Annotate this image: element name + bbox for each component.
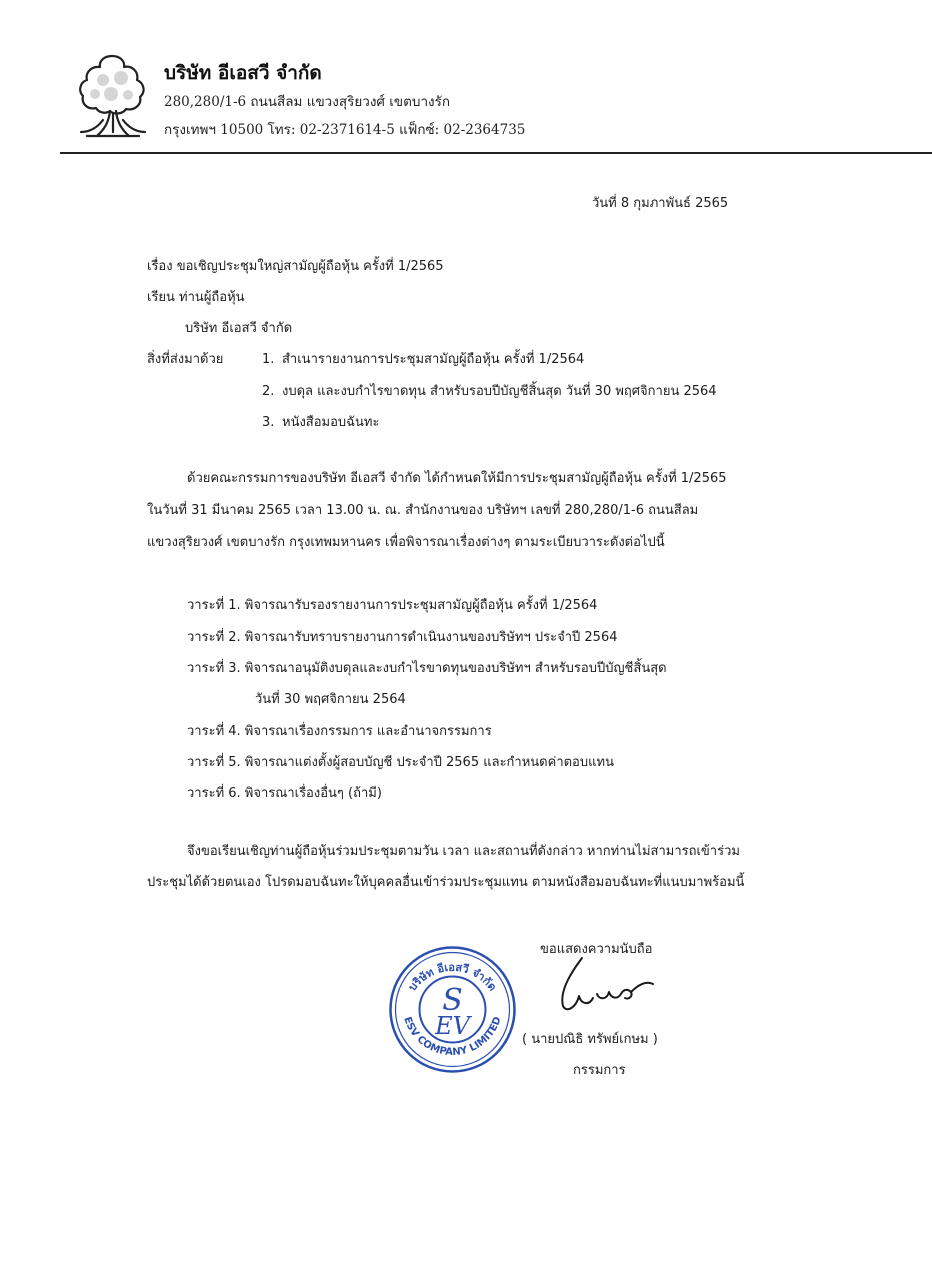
- enclosure-item: 1. สำเนารายงานการประชุมสามัญผู้ถือหุ้น ครั้งที่ 1/2564: [262, 352, 585, 367]
- subject-line: เรื่อง ขอเชิญประชุมใหญ่สามัญผู้ถือหุ้น ครั้งที่ 1/2565: [147, 259, 444, 274]
- signatory-title: กรรมการ: [573, 1063, 626, 1078]
- agenda-item: วาระที่ 5. พิจารณาแต่งตั้งผู้สอบบัญชี ประจำปี 2565 และกำหนดค่าตอบแทน: [187, 755, 614, 770]
- company-seal-icon: [385, 942, 520, 1077]
- intro-line: แขวงสุริยวงศ์ เขตบางรัก กรุงเทพมหานคร เพื่อพิจารณาเรื่องต่างๆ ตามระเบียบวาระดังต่อไปนี้: [147, 535, 665, 550]
- signature-icon: [537, 950, 667, 1020]
- enclosures-label: สิ่งที่ส่งมาด้วย: [147, 352, 224, 367]
- closing-line: จึงขอเรียนเชิญท่านผู้ถือหุ้นร่วมประชุมตามวัน เวลา และสถานที่ดังกล่าว หากท่านไม่สามารถเข้าร่วม: [187, 844, 740, 859]
- header-divider: [60, 152, 932, 154]
- agenda-item: วาระที่ 2. พิจารณารับทราบรายงานการดำเนินงานของบริษัทฯ ประจำปี 2564: [187, 630, 618, 645]
- intro-line: ด้วยคณะกรรมการของบริษัท อีเอสวี จำกัด ได้กำหนดให้มีการประชุมสามัญผู้ถือหุ้น ครั้งที่ 1/2565: [187, 471, 727, 486]
- agenda-item: วาระที่ 1. พิจารณารับรองรายงานการประชุมสามัญผู้ถือหุ้น ครั้งที่ 1/2564: [187, 598, 598, 613]
- regards-text: ขอแสดงความนับถือ: [540, 942, 653, 957]
- addressee-line1: เรียน ท่านผู้ถือหุ้น: [147, 290, 245, 305]
- agenda-item: วาระที่ 4. พิจารณาเรื่องกรรมการ และอำนาจกรรมการ: [187, 724, 492, 739]
- svg-text:บริษัท อีเอสวี จำกัด: บริษัท อีเอสวี จำกัด: [405, 960, 500, 994]
- intro-line: ในวันที่ 31 มีนาคม 2565 เวลา 13.00 น. ณ. สำนักงานของ บริษัทฯ เลขที่ 280,280/1-6 ถนนสีลม: [147, 503, 699, 518]
- agenda-item: วาระที่ 6. พิจารณาเรื่องอื่นๆ (ถ้ามี): [187, 786, 382, 801]
- svg-text:S: S: [442, 983, 463, 1018]
- enclosure-item: 2. งบดุล และงบกำไรขาดทุน สำหรับรอบปีบัญชีสิ้นสุด วันที่ 30 พฤศจิกายน 2564: [262, 384, 717, 399]
- tree-logo-icon: [73, 50, 151, 142]
- addressee-line2: บริษัท อีเอสวี จำกัด: [185, 321, 293, 336]
- enclosure-item: 3. หนังสือมอบฉันทะ: [262, 415, 380, 430]
- svg-text:ESV COMPANY LIMITED: ESV COMPANY LIMITED: [401, 1015, 504, 1059]
- company-name: บริษัท อีเอสวี จำกัด: [164, 62, 322, 84]
- signatory-name: ( นายปณิธิ ทรัพย์เกษม ): [522, 1032, 658, 1047]
- letter-date: วันที่ 8 กุมภาพันธ์ 2565: [592, 196, 729, 211]
- svg-text:EV: EV: [435, 1012, 470, 1040]
- agenda-item: วาระที่ 3. พิจารณาอนุมัติงบดุลและงบกำไรขาดทุนของบริษัทฯ สำหรับรอบปีบัญชีสิ้นสุด: [187, 661, 667, 676]
- company-address-line1: 280,280/1-6 ถนนสีลม แขวงสุริยวงศ์ เขตบางรัก: [164, 94, 451, 110]
- agenda-item-continuation: วันที่ 30 พฤศจิกายน 2564: [255, 692, 406, 707]
- closing-line: ประชุมได้ด้วยตนเอง โปรดมอบฉันทะให้บุคคลอื่นเข้าร่วมประชุมแทน ตามหนังสือมอบฉันทะที่แนบมาพร้อมนี้: [147, 875, 745, 890]
- company-address-line2: กรุงเทพฯ 10500 โทร: 02-2371614-5 แฟ็กซ์: 02-2364735: [164, 122, 526, 138]
